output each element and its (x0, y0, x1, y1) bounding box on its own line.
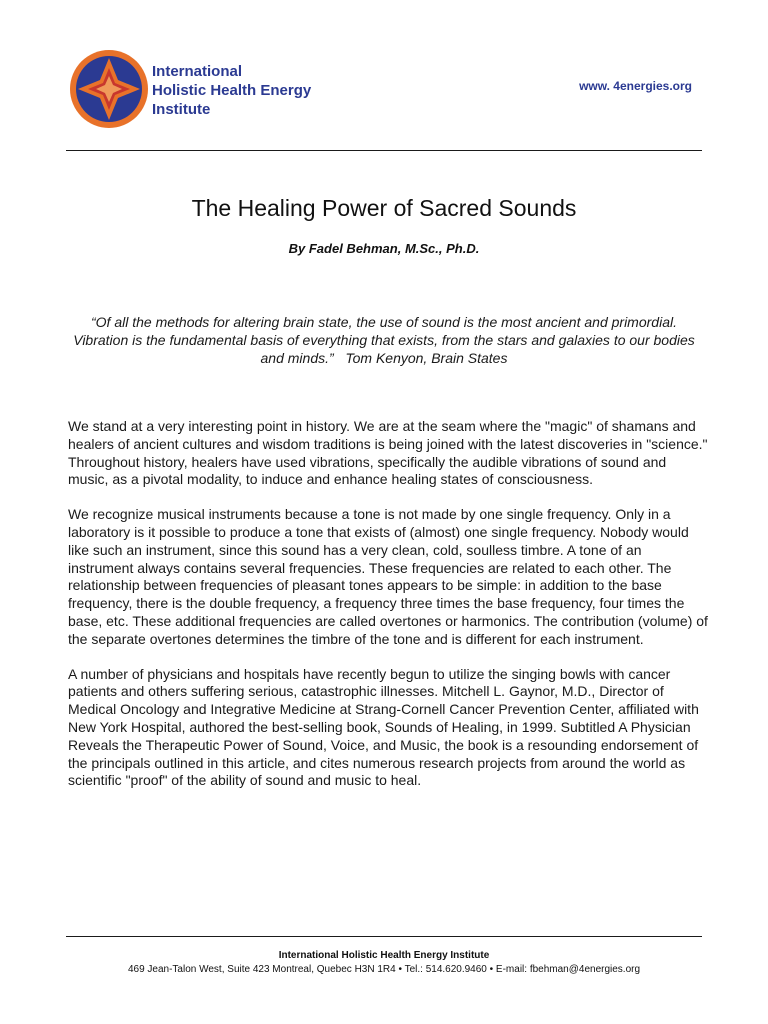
footer-address: 469 Jean-Talon West, Suite 423 Montreal, Quebec H3N 1R4 • Tel.: 514.620.9460 • E-mail: fbehman@4energies.org (127, 964, 641, 975)
org-name-line-1: International (152, 63, 243, 80)
paragraph: We stand at a very interesting point in history. We are at the seam where the "magic" of shamans and healers of ancient cultures and wisdom traditions is being joined with the latest discoveries in "science." Throughout history, healers have used vibrations, specifically the audible vibrations of sound and music, as a pivotal modality, to induce and enhance healing states of consciousness. (68, 418, 708, 488)
paragraph: We recognize musical instruments because a tone is not made by one single frequency. Only in a laboratory is it possible to produce a tone that exists of (almost) one single frequency. Nobody would like such an instrument, since this sound has a very clean, cold, soulless timbre. A tone of an instrument always contains several frequencies. These frequencies are related to each other. The relationship between frequencies of pleasant tones appears to be simple: in addition to the base frequency, there is the double frequency, a frequency three times the base frequency, four times the base, etc. These additional frequencies are called overtones or harmonics. The contribution (volume) of the separate overtones determines the timbre of the tone and is different for each instrument. (68, 506, 708, 647)
quote-attribution: Tom Kenyon, Brain States (345, 350, 508, 366)
author-byline: By Fadel Behman, M.Sc., Ph.D. (288, 241, 480, 256)
footer-organization: International Holistic Health Energy Institute (278, 950, 490, 961)
footer-divider (66, 936, 702, 937)
header-divider (66, 150, 702, 151)
article-body (68, 418, 708, 807)
organization-name (152, 62, 311, 119)
document-title: The Healing Power of Sacred Sounds (191, 195, 577, 221)
quote-text: “Of all the methods for altering brain state, the use of sound is the most ancient and primordial. Vibration is the fundamental basis of everything that exists, from the stars and galaxies to our bodies and minds.” (73, 314, 695, 366)
org-name-line-2: Holistic Health Energy (152, 82, 312, 99)
four-point-star-in-circle-logo (66, 48, 152, 130)
website-link[interactable]: www. 4energies.org (579, 79, 692, 93)
letterhead (66, 48, 706, 130)
epigraph-quote (66, 313, 702, 367)
paragraph: A number of physicians and hospitals have recently begun to utilize the singing bowls with cancer patients and others suffering serious, catastrophic illnesses. Mitchell L. Gaynor, M.D., Director of Medical Oncology and Integrative Medicine at Strang-Cornell Cancer Prevention Center, affiliated with New York Hospital, authored the best-selling book, Sounds of Healing, in 1999. Subtitled A Physician Reveals the Therapeutic Power of Sound, Voice, and Music, the book is a resounding endorsement of the principals outlined in this article, and cites numerous research projects from around the world as scientific "proof" of the ability of sound and music to heal. (68, 665, 699, 789)
org-name-line-3: Institute (152, 101, 211, 118)
